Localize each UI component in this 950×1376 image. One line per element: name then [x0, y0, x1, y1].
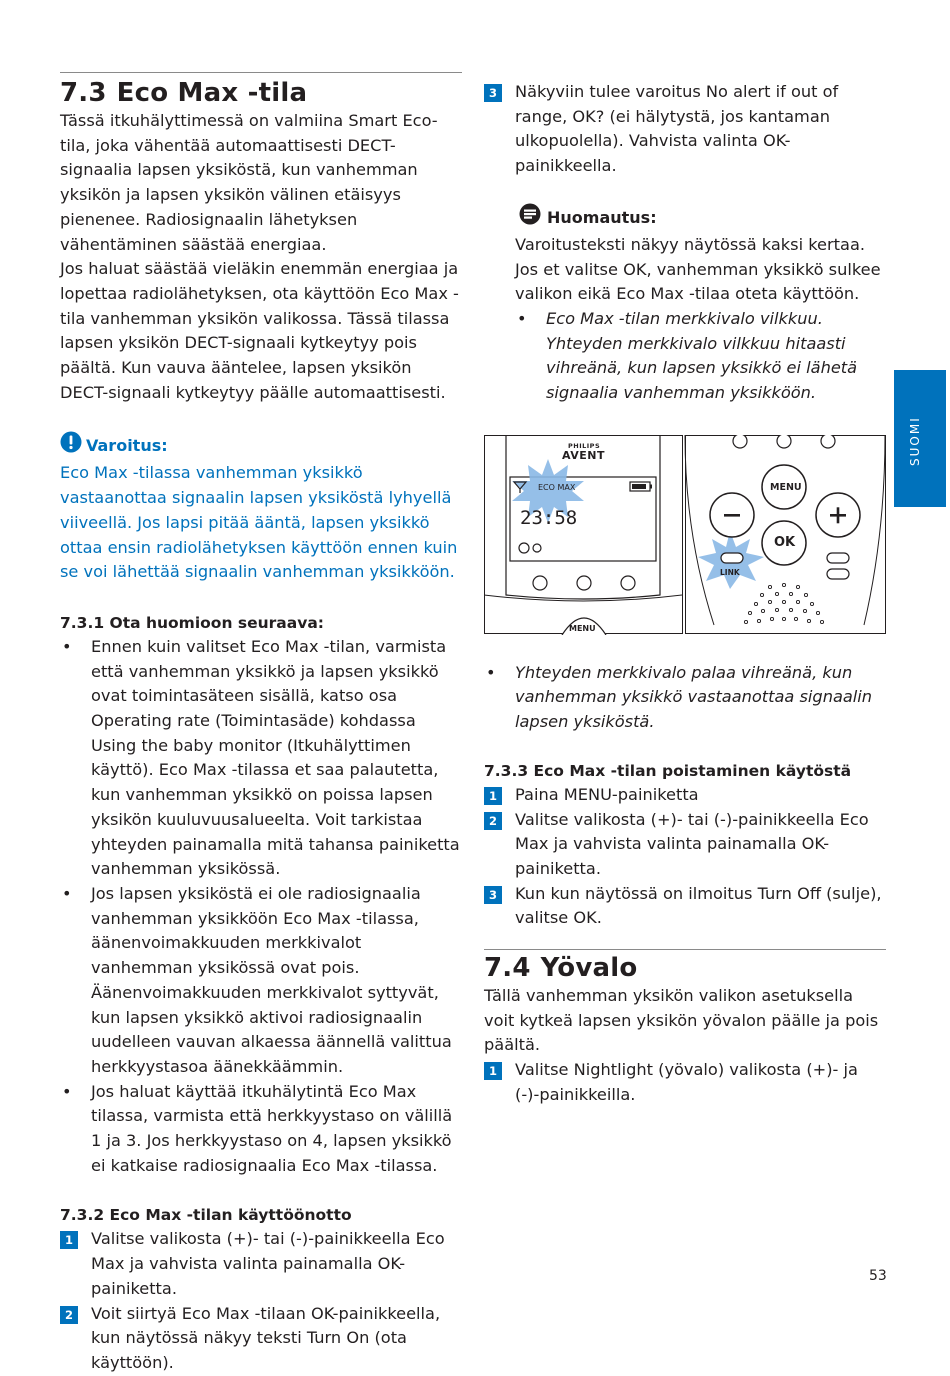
eco-max-label: ECO MAX [538, 482, 576, 492]
menu-button-label: MENU [770, 481, 802, 493]
warning-text: Eco Max -tilassa vanhemman yksikkö vastaanottaa signaalin lapsen yksiköstä lyhyellä viiveellä. Jos lapsi pitää ääntä, lapsen yksikkö ottaa ensin radiolähetyksen käyttöön ennen kuin se voi lähettää signaalin vanhemman yksikköön. [60, 463, 458, 582]
step-number: 2 [60, 1306, 78, 1324]
step-item [484, 783, 886, 808]
screen-time: 23:58 [520, 506, 578, 529]
step-number: 3 [484, 84, 502, 102]
note-box [484, 203, 886, 406]
list-item: • Yhteyden merkkivalo palaa vihreänä, kun vanhemman yksikkö vastaanottaa signaalin lapsen yksiköstä. [484, 661, 886, 735]
section-number: 7.4 [484, 953, 531, 984]
step-text: Paina MENU-painiketta [515, 784, 699, 804]
step-text: Voit siirtyä Eco Max -tilaan OK-painikkeella, kun näytössä näkyy teksti Turn On (ota käyttöön). [91, 1303, 441, 1372]
right-column [484, 80, 886, 1108]
step-text: Kun kun näytössä on ilmoitus Turn Off (sulje), valitse OK. [515, 883, 882, 928]
list-item: • Jos haluat käyttää itkuhälytintä Eco Max tilassa, varmista että herkkyystaso on välillä 1 ja 3. Jos herkkyystaso on 4, lapsen yksikkö ei katkaise radiosignaalia Eco Max -tilassa. [60, 1080, 462, 1179]
section-divider [484, 949, 886, 950]
list-item: • Jos lapsen yksiköstä ei ole radiosignaalia vanhemman yksikköön Eco Max -tilassa, äänenvoimakkuuden merkkivalot vanhemman yksikössä ovat pois. Äänenvoimakkuuden merkkivalot syttyvät, kun lapsen yksikkö aktivoi radiosignaalin uudelleen vauvan alkaessa äännellä valittua herkkyystasoa äänekkäämmin. [60, 882, 462, 1080]
paragraph: Tällä vanhemman yksikön valikon asetuksella voit kytkeä lapsen yksikön yövalon päälle ja pois päältä. [484, 986, 879, 1055]
link-label: LINK [720, 567, 740, 577]
section-heading-7-4 [484, 952, 886, 984]
step-number: 2 [484, 812, 502, 830]
bullet-list [484, 661, 886, 735]
note-text: Varoitusteksti näkyy näytössä kaksi kertaa. Jos et valitse OK, vanhemman yksikkö sulkee valikon eikä Eco Max -tilaa oteta käyttöön. [515, 234, 881, 304]
section-title: Yövalo [540, 953, 638, 984]
paragraph: Tässä itkuhälyttimessä on valmiina Smart Eco-tila, joka vähentää automaattisesti DECT-signaalia lapsen yksiköstä, kun vanhemman yksikön ja lapsen yksikön välinen etäisyys pienenee. Radiosignaalin lähetyksen vähentäminen säästää energiaa. [60, 111, 438, 254]
step-item [484, 1058, 886, 1107]
step-number: 1 [484, 787, 502, 805]
list-item: • Eco Max -tilan merkkivalo vilkkuu. Yhteyden merkkivalo vilkkuu hitaasti vihreänä, kun lapsen yksikkö ei lähetä signaalia vanhemman yksikköön. [515, 307, 886, 406]
language-tab-label: SUOMI [908, 416, 922, 466]
step-list [60, 1227, 462, 1375]
ok-button-label: OK [774, 534, 796, 550]
paragraph: Jos haluat säästää vieläkin enemmän energiaa ja lopettaa radiolähetyksen, ota käyttöön Eco Max -tila vanhemman yksikön valikossa. Tässä tilassa lapsen yksikön DECT-signaali kytkeytyy pois päältä. Kun vauva ääntelee, lapsen yksikön DECT-signaali kytkeytyy päälle automaattisesti. [60, 259, 459, 402]
step-item [484, 882, 886, 931]
bullet-list [484, 307, 886, 406]
warning-box [60, 431, 462, 585]
brand-bottom-label: AVENT [562, 448, 606, 462]
menu-bottom-label: MENU [569, 623, 596, 633]
warning-label: Varoitus: [86, 436, 168, 456]
bullet-list [60, 635, 462, 1178]
language-tab [894, 370, 946, 507]
brand-top-label: PHILIPS [568, 441, 601, 450]
warning-title [60, 431, 462, 461]
subsection-heading-7-3-3: 7.3.3 Eco Max -tilan poistaminen käytöstä [484, 761, 852, 780]
section-divider [60, 72, 462, 73]
step-text: Valitse valikosta (+)- tai (-)-painikkeella Eco Max ja vahvista valinta painamalla OK-painiketta. [91, 1229, 445, 1298]
device-illustration [484, 435, 886, 635]
step-item [60, 1227, 462, 1301]
step-text: Valitse Nightlight (yövalo) valikosta (+)- ja (-)-painikkeilla. [515, 1060, 858, 1104]
warning-icon [60, 431, 82, 461]
list-item: • Ennen kuin valitset Eco Max -tilan, varmista että vanhemman yksikkö ja lapsen yksikkö ovat toimintasäteen sisällä, katso osa Operating rate (Toimintasäde) kohdassa Using the baby monitor (Itkuhälyttimen käyttö). Eco Max -tilassa et saa palautetta, kun vanhemman yksikkö on poissa lapsen yksikön kuuluvuusalueelta. Voit tarkistaa yhteyden painamalla mitä tahansa painiketta vanhemman yksikössä. [60, 635, 462, 882]
subsection-heading-7-3-1: 7.3.1 Ota huomioon seuraava: [60, 613, 324, 632]
step-text: Näkyviin tulee varoitus No alert if out of range, OK? (ei hälytystä, jos kantaman ulkopuolella). Vahvista valinta OK-painikkeella. [515, 82, 839, 176]
note-label: Huomautus: [547, 207, 657, 227]
subsection-heading-7-3-2: 7.3.2 Eco Max -tilan käyttöönotto [60, 1206, 352, 1225]
step-list [484, 783, 886, 931]
device-svg [484, 435, 886, 635]
step-item [484, 808, 886, 882]
step-number: 1 [484, 1062, 502, 1080]
step-number: 3 [484, 886, 502, 904]
step-number: 1 [60, 1231, 78, 1249]
section-number: 7.3 [60, 78, 107, 108]
left-column [60, 72, 462, 1376]
step-list [484, 1058, 886, 1107]
page-number: 53 [869, 1268, 887, 1284]
step-item [484, 80, 886, 179]
step-list [484, 80, 886, 179]
section-heading-7-3 [60, 77, 462, 109]
note-icon [519, 203, 541, 233]
step-text: Valitse valikosta (+)- tai (-)-painikkeella Eco Max ja vahvista valinta painamalla OK-painiketta. [515, 809, 869, 878]
section-title: Eco Max -tila [116, 78, 308, 108]
step-item [60, 1302, 462, 1376]
note-title [519, 203, 886, 233]
